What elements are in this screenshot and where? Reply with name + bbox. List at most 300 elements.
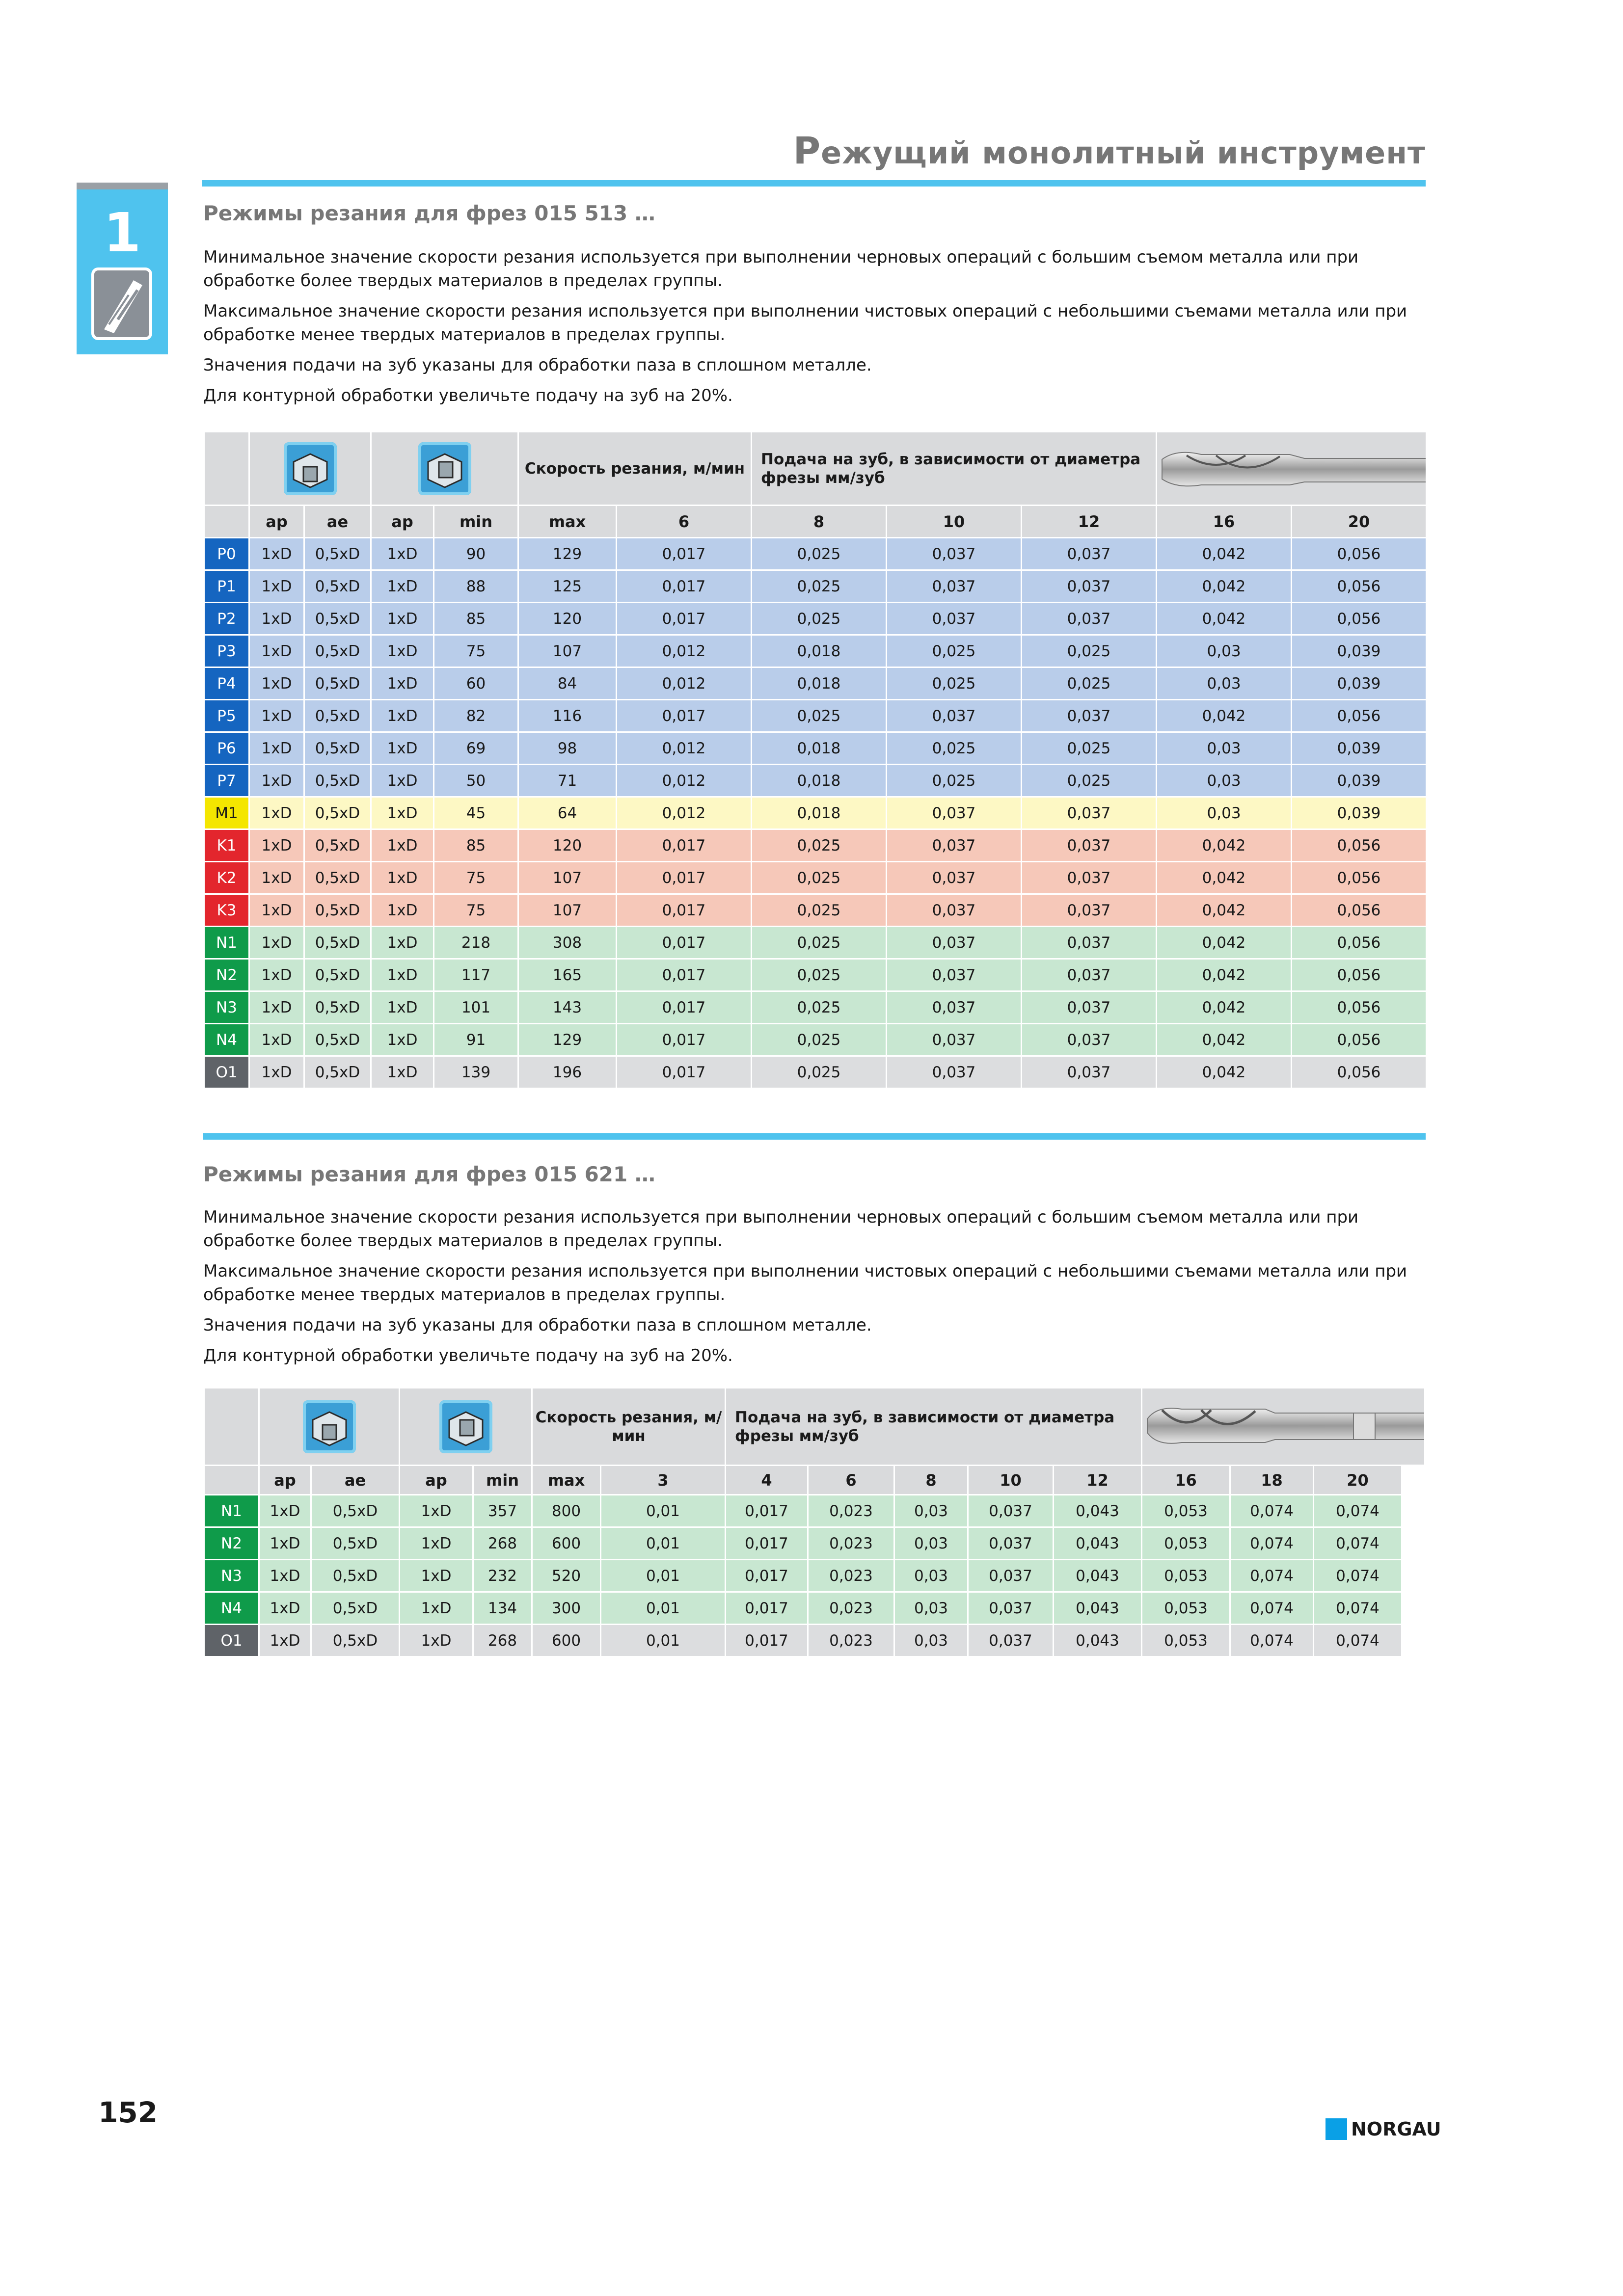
table-cell: 91 <box>434 1024 518 1056</box>
table-row <box>204 603 1427 635</box>
table-cell: 1xD <box>371 635 434 667</box>
table-cell: 0,025 <box>752 959 887 991</box>
material-code: P0 <box>204 538 249 570</box>
table-cell: 129 <box>518 538 617 570</box>
table-row <box>204 1592 1425 1625</box>
table-cell: 0,025 <box>887 635 1022 667</box>
table-cell: 1xD <box>400 1625 473 1657</box>
table-cell: 0,03 <box>1157 667 1292 700</box>
column-header: 12 <box>1022 506 1157 538</box>
table-cell: 0,056 <box>1292 1056 1427 1089</box>
table-cell: 0,039 <box>1292 732 1427 765</box>
column-header-blank <box>204 1466 259 1495</box>
table-cell: 0,053 <box>1142 1592 1230 1625</box>
section1-paragraph: Для контурной обработки увеличьте подачу на зуб на 20%. <box>203 386 733 405</box>
column-header: 4 <box>726 1466 808 1495</box>
cutting-table-015513 <box>203 431 1427 1089</box>
table-cell: 0,039 <box>1292 635 1427 667</box>
header-rule <box>202 180 1426 187</box>
table-cell: 45 <box>434 797 518 829</box>
table-cell: 0,056 <box>1292 1024 1427 1056</box>
table-row <box>204 635 1427 667</box>
table-cell: 143 <box>518 991 617 1024</box>
table-cell: 0,056 <box>1292 894 1427 927</box>
pocket-milling-icon-cell <box>400 1388 532 1466</box>
table-cell: 64 <box>518 797 617 829</box>
table-cell: 0,017 <box>617 894 752 927</box>
table-row <box>204 927 1427 959</box>
table-cell: 0,017 <box>726 1625 808 1657</box>
table-cell: 0,042 <box>1157 862 1292 894</box>
table-row <box>204 1024 1427 1056</box>
header-title-initial: Р <box>793 129 821 172</box>
table-cell: 0,025 <box>752 894 887 927</box>
table-row <box>204 1527 1425 1560</box>
table-cell: 0,042 <box>1157 1056 1292 1089</box>
table-cell: 1xD <box>371 732 434 765</box>
table-cell: 1xD <box>400 1560 473 1592</box>
table-cell: 0,053 <box>1142 1527 1230 1560</box>
section2-title: Режимы резания для фрез 015 621 … <box>203 1162 655 1186</box>
table-cell: 0,053 <box>1142 1560 1230 1592</box>
column-header: 12 <box>1054 1466 1142 1495</box>
column-header: ae <box>304 506 371 538</box>
table-cell: 0,043 <box>1054 1495 1142 1527</box>
material-code: N4 <box>204 1592 259 1625</box>
table-cell: 0,037 <box>1022 700 1157 732</box>
table-cell: 0,017 <box>617 570 752 603</box>
table-cell: 1xD <box>249 797 304 829</box>
column-header: ap <box>371 506 434 538</box>
end-mill-image-cell <box>1157 432 1427 506</box>
table-cell: 139 <box>434 1056 518 1089</box>
header-title-rest: ежущий монолитный инструмент <box>821 135 1426 171</box>
table-cell: 0,5xD <box>311 1560 400 1592</box>
table-cell: 0,025 <box>1022 732 1157 765</box>
table-row <box>204 991 1427 1024</box>
table-cell: 0,074 <box>1230 1495 1314 1527</box>
slot-milling-icon-cell <box>249 432 371 506</box>
table-cell: 0,018 <box>752 635 887 667</box>
column-header: 3 <box>601 1466 726 1495</box>
feed-header: Подача на зуб, в зависимости от диаметра фрезы мм/зуб <box>726 1388 1142 1466</box>
table-cell: 0,037 <box>887 991 1022 1024</box>
table-cell: 1xD <box>371 570 434 603</box>
table-cell: 0,037 <box>1022 894 1157 927</box>
table-cell: 0,037 <box>968 1560 1054 1592</box>
table-cell: 1xD <box>371 959 434 991</box>
table-cell: 101 <box>434 991 518 1024</box>
table-cell: 1xD <box>259 1527 311 1560</box>
table-cell: 196 <box>518 1056 617 1089</box>
table-cell: 1xD <box>371 765 434 797</box>
table-cell: 600 <box>532 1527 601 1560</box>
table-cell: 0,074 <box>1230 1592 1314 1625</box>
table-row <box>204 1625 1425 1657</box>
table-body <box>204 1495 1425 1657</box>
material-code: P7 <box>204 765 249 797</box>
table-cell: 0,037 <box>887 603 1022 635</box>
brand-logo-text: NORGAU <box>1351 2118 1441 2140</box>
table-cell: 82 <box>434 700 518 732</box>
table-cell: 0,056 <box>1292 862 1427 894</box>
table-cell: 0,5xD <box>311 1592 400 1625</box>
table-cell: 520 <box>532 1560 601 1592</box>
table-cell: 0,03 <box>1157 635 1292 667</box>
drill-icon <box>91 267 152 340</box>
table-cell: 1xD <box>249 991 304 1024</box>
table-cell: 134 <box>473 1592 532 1625</box>
table-cell: 0,056 <box>1292 538 1427 570</box>
column-header: 20 <box>1292 506 1427 538</box>
table-cell: 0,042 <box>1157 570 1292 603</box>
table-cell: 0,037 <box>887 538 1022 570</box>
table-cell: 71 <box>518 765 617 797</box>
material-code: P1 <box>204 570 249 603</box>
table-cell: 1xD <box>249 894 304 927</box>
table-cell: 0,039 <box>1292 765 1427 797</box>
table-cell: 165 <box>518 959 617 991</box>
end-mill-image <box>1157 440 1427 494</box>
table-cell: 0,01 <box>601 1495 726 1527</box>
table-cell: 1xD <box>259 1592 311 1625</box>
section1-text <box>203 245 1431 414</box>
table-cell: 0,017 <box>617 700 752 732</box>
section2-paragraph: Значения подачи на зуб указаны для обработки паза в сплошном металле. <box>203 1315 872 1335</box>
table-cell: 0,03 <box>1157 732 1292 765</box>
table-cell: 0,037 <box>968 1592 1054 1625</box>
table-cell: 0,5xD <box>304 765 371 797</box>
table-cell: 107 <box>518 894 617 927</box>
table-cell: 1xD <box>249 765 304 797</box>
table-corner <box>204 432 249 506</box>
table-cell: 1xD <box>371 538 434 570</box>
table-cell: 0,025 <box>887 667 1022 700</box>
page-number: 152 <box>98 2096 158 2129</box>
table-cell: 0,017 <box>617 538 752 570</box>
table-cell: 0,037 <box>887 797 1022 829</box>
material-code: K3 <box>204 894 249 927</box>
table-cell: 0,5xD <box>311 1495 400 1527</box>
table-cell: 0,017 <box>726 1495 808 1527</box>
table-cell: 1xD <box>371 797 434 829</box>
column-header: 6 <box>617 506 752 538</box>
table-cell: 0,074 <box>1314 1495 1402 1527</box>
table-cell: 0,042 <box>1157 927 1292 959</box>
table-cell: 1xD <box>249 603 304 635</box>
table-cell: 1xD <box>371 894 434 927</box>
table-cell: 0,025 <box>1022 667 1157 700</box>
table-cell: 0,037 <box>1022 829 1157 862</box>
column-header: ae <box>311 1466 400 1495</box>
table-cell: 1xD <box>371 700 434 732</box>
column-header-blank <box>204 506 249 538</box>
section2-text <box>203 1205 1431 1374</box>
material-code: N2 <box>204 1527 259 1560</box>
material-code: O1 <box>204 1625 259 1657</box>
table-cell: 0,017 <box>617 829 752 862</box>
table-cell: 0,037 <box>887 894 1022 927</box>
table-cell: 0,5xD <box>304 894 371 927</box>
table-cell: 0,037 <box>1022 862 1157 894</box>
table-cell: 0,043 <box>1054 1527 1142 1560</box>
table-cell: 0,023 <box>808 1527 894 1560</box>
table-cell: 0,074 <box>1230 1625 1314 1657</box>
table-cell: 0,056 <box>1292 959 1427 991</box>
table-cell: 1xD <box>371 1056 434 1089</box>
end-mill-image-cell <box>1142 1388 1425 1466</box>
table-cell: 0,074 <box>1314 1527 1402 1560</box>
table-row <box>204 894 1427 927</box>
material-code: P5 <box>204 700 249 732</box>
material-code: M1 <box>204 797 249 829</box>
table-cell: 1xD <box>259 1560 311 1592</box>
table-cell: 0,043 <box>1054 1625 1142 1657</box>
table-cell: 1xD <box>249 1056 304 1089</box>
column-header: 8 <box>752 506 887 538</box>
table-cell: 0,012 <box>617 667 752 700</box>
table-cell: 90 <box>434 538 518 570</box>
brand-logo-mark <box>1325 2118 1347 2140</box>
table-cell: 0,037 <box>1022 959 1157 991</box>
material-code: P6 <box>204 732 249 765</box>
table-cell: 0,03 <box>894 1560 968 1592</box>
table-cell: 1xD <box>371 862 434 894</box>
column-header: 10 <box>887 506 1022 538</box>
section2-paragraph: Максимальное значение скорости резания используется при выполнении чистовых операций с небольшими съемами металла или при обработке менее твердых материалов в пределах группы. <box>203 1261 1407 1305</box>
table-cell: 0,01 <box>601 1560 726 1592</box>
section1-title: Режимы резания для фрез 015 513 … <box>203 201 655 225</box>
table-cell: 116 <box>518 700 617 732</box>
table-cell: 1xD <box>249 1024 304 1056</box>
table-cell: 0,025 <box>887 732 1022 765</box>
table-cell: 1xD <box>249 927 304 959</box>
table-cell: 0,037 <box>887 700 1022 732</box>
column-header: 6 <box>808 1466 894 1495</box>
table-cell: 1xD <box>249 732 304 765</box>
table-cell: 1xD <box>371 603 434 635</box>
column-header: 16 <box>1157 506 1292 538</box>
table-cell: 1xD <box>249 959 304 991</box>
material-code: K1 <box>204 829 249 862</box>
table-cell: 84 <box>518 667 617 700</box>
table-row <box>204 1560 1425 1592</box>
table-cell: 0,023 <box>808 1560 894 1592</box>
table-cell: 0,025 <box>752 603 887 635</box>
table-cell: 0,037 <box>1022 570 1157 603</box>
pocket-milling-icon-cell <box>371 432 518 506</box>
table-cell: 0,5xD <box>304 700 371 732</box>
table-cell: 0,025 <box>887 765 1022 797</box>
table-cell: 0,037 <box>968 1495 1054 1527</box>
section1-paragraph: Максимальное значение скорости резания используется при выполнении чистовых операций с небольшими съемами металла или при обработке менее твердых материалов в пределах группы. <box>203 301 1407 345</box>
table-cell: 0,025 <box>752 538 887 570</box>
speed-header: Скорость резания, м/мин <box>518 432 752 506</box>
table-cell: 0,037 <box>887 862 1022 894</box>
table-cell: 69 <box>434 732 518 765</box>
table-cell: 1xD <box>249 667 304 700</box>
table-cell: 0,03 <box>894 1527 968 1560</box>
table-cell: 0,037 <box>1022 1024 1157 1056</box>
table-cell: 0,01 <box>601 1625 726 1657</box>
table-cell: 0,012 <box>617 765 752 797</box>
table-cell: 1xD <box>249 570 304 603</box>
slot-milling-icon <box>284 442 337 495</box>
table-cell: 0,037 <box>1022 797 1157 829</box>
section1-paragraph: Минимальное значение скорости резания используется при выполнении черновых операций с большим съемом металла или при обработке более твердых материалов в пределах группы. <box>203 247 1359 291</box>
table-cell: 1xD <box>259 1495 311 1527</box>
table-cell: 0,017 <box>617 603 752 635</box>
table-cell: 0,5xD <box>304 862 371 894</box>
table-cell: 218 <box>434 927 518 959</box>
table-cell: 0,5xD <box>304 538 371 570</box>
table-cell: 1xD <box>371 667 434 700</box>
table-cell: 0,042 <box>1157 700 1292 732</box>
table-cell: 0,01 <box>601 1592 726 1625</box>
table-cell: 1xD <box>371 991 434 1024</box>
table-cell: 0,5xD <box>304 667 371 700</box>
table-cell: 50 <box>434 765 518 797</box>
table-cell: 120 <box>518 603 617 635</box>
table-cell: 0,025 <box>752 1056 887 1089</box>
table-cell: 0,039 <box>1292 667 1427 700</box>
table-cell: 88 <box>434 570 518 603</box>
table-cell: 0,018 <box>752 667 887 700</box>
table-cell: 0,012 <box>617 732 752 765</box>
table-cell: 0,5xD <box>304 829 371 862</box>
table-cell: 1xD <box>249 538 304 570</box>
table-cell: 0,074 <box>1314 1560 1402 1592</box>
column-header: ap <box>249 506 304 538</box>
table-row <box>204 570 1427 603</box>
table-cell: 0,5xD <box>311 1625 400 1657</box>
table-row <box>204 1056 1427 1089</box>
chapter-tab-top-bar <box>77 183 168 189</box>
table-cell: 0,037 <box>968 1527 1054 1560</box>
material-code: K2 <box>204 862 249 894</box>
table-cell: 0,037 <box>1022 538 1157 570</box>
table-cell: 85 <box>434 603 518 635</box>
table-cell: 800 <box>532 1495 601 1527</box>
table-cell: 0,042 <box>1157 959 1292 991</box>
table-cell: 0,012 <box>617 797 752 829</box>
table-row <box>204 765 1427 797</box>
pocket-milling-icon <box>439 1400 492 1453</box>
table-cell: 0,5xD <box>304 635 371 667</box>
column-header: ap <box>400 1466 473 1495</box>
table-cell: 60 <box>434 667 518 700</box>
cutting-table-015621 <box>203 1387 1426 1657</box>
table-cell: 0,023 <box>808 1592 894 1625</box>
material-code: N1 <box>204 927 249 959</box>
table-row <box>204 538 1427 570</box>
table-row <box>204 829 1427 862</box>
table-cell: 0,056 <box>1292 991 1427 1024</box>
table-cell: 1xD <box>371 829 434 862</box>
pocket-milling-icon <box>418 442 471 495</box>
column-header: 20 <box>1314 1466 1402 1495</box>
column-header: ap <box>259 1466 311 1495</box>
table-cell: 0,043 <box>1054 1560 1142 1592</box>
table-cell: 0,03 <box>894 1625 968 1657</box>
table-cell: 0,025 <box>752 700 887 732</box>
table-cell: 0,03 <box>894 1495 968 1527</box>
table-cell: 1xD <box>400 1495 473 1527</box>
material-code: N2 <box>204 959 249 991</box>
table-cell: 0,018 <box>752 765 887 797</box>
table-cell: 0,056 <box>1292 603 1427 635</box>
table-cell: 0,5xD <box>304 797 371 829</box>
table-cell: 0,056 <box>1292 829 1427 862</box>
material-code: N3 <box>204 991 249 1024</box>
table-cell: 0,037 <box>1022 1056 1157 1089</box>
material-code: O1 <box>204 1056 249 1089</box>
table-cell: 268 <box>473 1527 532 1560</box>
table-body <box>204 538 1427 1089</box>
table-cell: 0,03 <box>1157 797 1292 829</box>
column-header: min <box>473 1466 532 1495</box>
slot-milling-icon <box>303 1400 356 1453</box>
table-cell: 1xD <box>249 635 304 667</box>
table-cell: 0,025 <box>752 862 887 894</box>
table-cell: 0,039 <box>1292 797 1427 829</box>
table-cell: 0,017 <box>617 862 752 894</box>
column-header: 18 <box>1230 1466 1314 1495</box>
table-cell: 0,056 <box>1292 700 1427 732</box>
table-cell: 0,053 <box>1142 1625 1230 1657</box>
table-cell: 0,037 <box>887 829 1022 862</box>
table-row <box>204 797 1427 829</box>
table-cell: 0,042 <box>1157 991 1292 1024</box>
table-cell: 0,017 <box>617 991 752 1024</box>
table-cell: 0,5xD <box>304 570 371 603</box>
page-header-title <box>793 129 1426 172</box>
table-cell: 0,037 <box>1022 991 1157 1024</box>
table-cell: 0,017 <box>726 1527 808 1560</box>
table-cell: 0,017 <box>617 1024 752 1056</box>
column-header: 8 <box>894 1466 968 1495</box>
table-row <box>204 959 1427 991</box>
table-cell: 0,037 <box>887 927 1022 959</box>
table-cell: 1xD <box>400 1527 473 1560</box>
table-cell: 0,5xD <box>304 927 371 959</box>
end-mill-image <box>1142 1395 1425 1454</box>
table-cell: 0,074 <box>1230 1560 1314 1592</box>
table-cell: 0,017 <box>726 1592 808 1625</box>
table-cell: 0,042 <box>1157 894 1292 927</box>
table-cell: 117 <box>434 959 518 991</box>
table-cell: 0,074 <box>1230 1527 1314 1560</box>
table-cell: 300 <box>532 1592 601 1625</box>
column-header: 10 <box>968 1466 1054 1495</box>
column-header: max <box>532 1466 601 1495</box>
table-row <box>204 1495 1425 1527</box>
table-row <box>204 667 1427 700</box>
table-cell: 75 <box>434 635 518 667</box>
material-code: N4 <box>204 1024 249 1056</box>
table-cell: 0,042 <box>1157 829 1292 862</box>
table-cell: 1xD <box>259 1625 311 1657</box>
table-cell: 0,037 <box>887 570 1022 603</box>
table-cell: 0,03 <box>1157 765 1292 797</box>
table-cell: 0,037 <box>887 1056 1022 1089</box>
table-row <box>204 732 1427 765</box>
table-cell: 120 <box>518 829 617 862</box>
material-code: P4 <box>204 667 249 700</box>
table-cell: 0,025 <box>1022 635 1157 667</box>
table-cell: 1xD <box>371 927 434 959</box>
section2-paragraph: Минимальное значение скорости резания используется при выполнении черновых операций с большим съемом металла или при обработке более твердых материалов в пределах группы. <box>203 1207 1359 1251</box>
